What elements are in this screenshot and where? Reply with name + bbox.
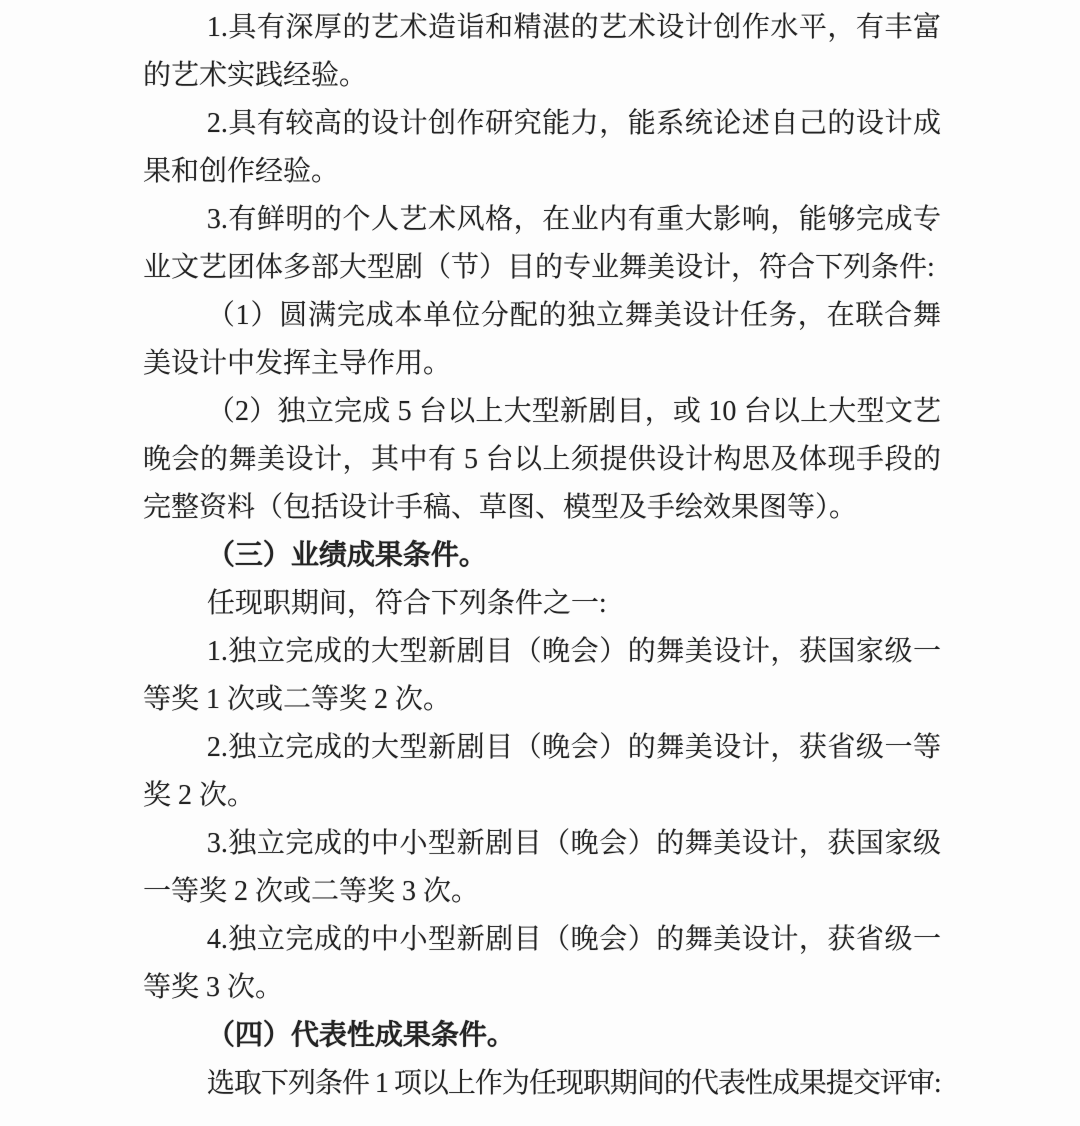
paragraph-tenure-intro: 任现职期间，符合下列条件之一:: [206, 588, 607, 619]
paragraph-award-condition-3: 3.独立完成的中小型新剧目（晚会）的舞美设计，获国家级一等奖 2 次或二等奖 3 次。: [143, 828, 941, 907]
paragraph-representative-intro: 选取下列条件 1 项以上作为任现职期间的代表性成果提交评审:: [206, 1068, 941, 1099]
paragraph-award-condition-2: 2.独立完成的大型新剧目（晚会）的舞美设计，获省级一等奖 2 次。: [143, 732, 941, 811]
paragraph-artistic-attainment: 1.具有深厚的艺术造诣和精湛的艺术设计创作水平，有丰富的艺术实践经验。: [143, 12, 941, 91]
paragraph-research-ability: 2.具有较高的设计创作研究能力，能系统论述自己的设计成果和创作经验。: [143, 108, 941, 187]
paragraph-subcondition-2: （2）独立完成 5 台以上大型新剧目，或 10 台以上大型文艺晚会的舞美设计，其中有 5 台以上须提供设计构思及体现手段的完整资料（包括设计手稿、草图、模型及手绘效果图等）。: [143, 396, 941, 523]
paragraph-personal-style: 3.有鲜明的个人艺术风格，在业内有重大影响，能够完成专业文艺团体多部大型剧（节）目的专业舞美设计，符合下列条件:: [143, 204, 941, 283]
paragraph-subcondition-1: （1）圆满完成本单位分配的独立舞美设计任务，在联合舞美设计中发挥主导作用。: [143, 300, 941, 379]
section-heading-representative-results: （四）代表性成果条件。: [206, 1020, 515, 1051]
paragraph-award-condition-4: 4.独立完成的中小型新剧目（晚会）的舞美设计，获省级一等奖 3 次。: [143, 924, 941, 1003]
section-heading-performance-results: （三）业绩成果条件。: [206, 540, 487, 571]
paragraph-award-condition-1: 1.独立完成的大型新剧目（晚会）的舞美设计，获国家级一等奖 1 次或二等奖 2 次。: [143, 636, 941, 715]
